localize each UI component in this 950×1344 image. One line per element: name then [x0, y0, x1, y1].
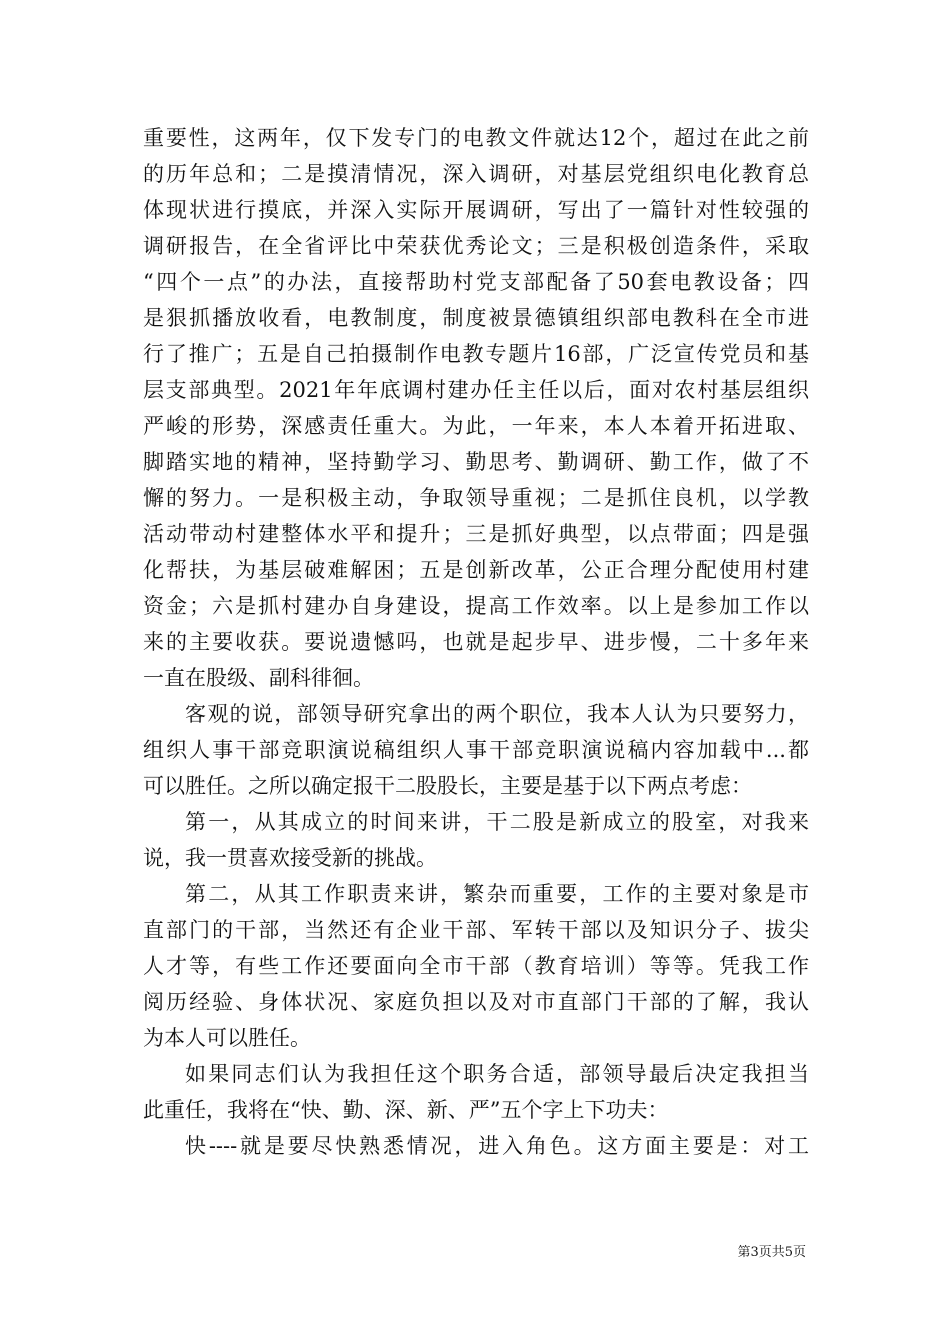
text-line: 可以胜任。之所以确定报干二股股长，主要是基于以下两点考虑： [143, 774, 752, 798]
text-line: 层支部典型。2021年年底调村建办任主任以后，面对农村基层组织 [143, 378, 809, 402]
text-line: 为本人可以胜任。 [143, 1026, 311, 1050]
text-line: 脚踏实地的精神，坚持勤学习、勤思考、勤调研、勤工作，做了不 [143, 450, 809, 474]
text-line: 化帮扶，为基层破难解困；五是创新改革，公正合理分配使用村建 [143, 558, 809, 582]
paragraph-first-line: 如果同志们认为我担任这个职务合适，部领导最后决定我担当 [185, 1062, 809, 1086]
text-line: 人才等，有些工作还要面向全市干部（教育培训）等等。凭我工作 [143, 954, 809, 978]
paragraph-first-line: 第一，从其成立的时间来讲，干二股是新成立的股室，对我来 [185, 810, 809, 834]
page-number: 第3页共5页 [737, 1245, 806, 1260]
paragraph-first-line: 客观的说，部领导研究拿出的两个职位，我本人认为只要努力， [185, 702, 809, 726]
text-line: “四个一点”的办法，直接帮助村党支部配备了50套电教设备；四 [143, 270, 809, 294]
text-line: 说，我一贯喜欢接受新的挑战。 [143, 846, 437, 870]
text-line: 重要性，这两年，仅下发专门的电教文件就达12个，超过在此之前 [143, 126, 809, 150]
paragraph-first-line: 快----就是要尽快熟悉情况，进入角色。这方面主要是：对工 [185, 1134, 809, 1158]
text-line: 懈的努力。一是积极主动，争取领导重视；二是抓住良机，以学教 [143, 486, 809, 510]
text-line: 体现状进行摸底，并深入实际开展调研，写出了一篇针对性较强的 [143, 198, 809, 222]
text-line: 调研报告，在全省评比中荣获优秀论文；三是积极创造条件，采取 [143, 234, 809, 258]
text-line: 行了推广；五是自己拍摄制作电教专题片16部，广泛宣传党员和基 [143, 342, 809, 366]
text-line: 组织人事干部竞职演说稿组织人事干部竞职演说稿内容加载中...都 [143, 738, 809, 762]
paragraph-first-line: 第二，从其工作职责来讲，繁杂而重要，工作的主要对象是市 [185, 882, 809, 906]
text-line: 资金；六是抓村建办自身建设，提高工作效率。以上是参加工作以 [143, 594, 809, 618]
text-line: 此重任，我将在“快、勤、深、新、严”五个字上下功夫： [143, 1098, 669, 1122]
text-line: 是狠抓播放收看，电教制度，制度被景德镇组织部电教科在全市进 [143, 306, 809, 330]
text-line: 严峻的形势，深感责任重大。为此，一年来，本人本着开拓进取、 [143, 414, 809, 438]
text-line: 来的主要收获。要说遗憾吗，也就是起步早、进步慢，二十多年来 [143, 630, 809, 654]
text-line: 直部门的干部，当然还有企业干部、军转干部以及知识分子、拔尖 [143, 918, 809, 942]
text-line: 一直在股级、副科徘徊。 [143, 666, 374, 690]
document-body [143, 120, 809, 1164]
text-line: 阅历经验、身体状况、家庭负担以及对市直部门干部的了解，我认 [143, 990, 809, 1014]
text-line: 的历年总和；二是摸清情况，深入调研，对基层党组织电化教育总 [143, 162, 809, 186]
text-line: 活动带动村建整体水平和提升；三是抓好典型，以点带面；四是强 [143, 522, 809, 546]
